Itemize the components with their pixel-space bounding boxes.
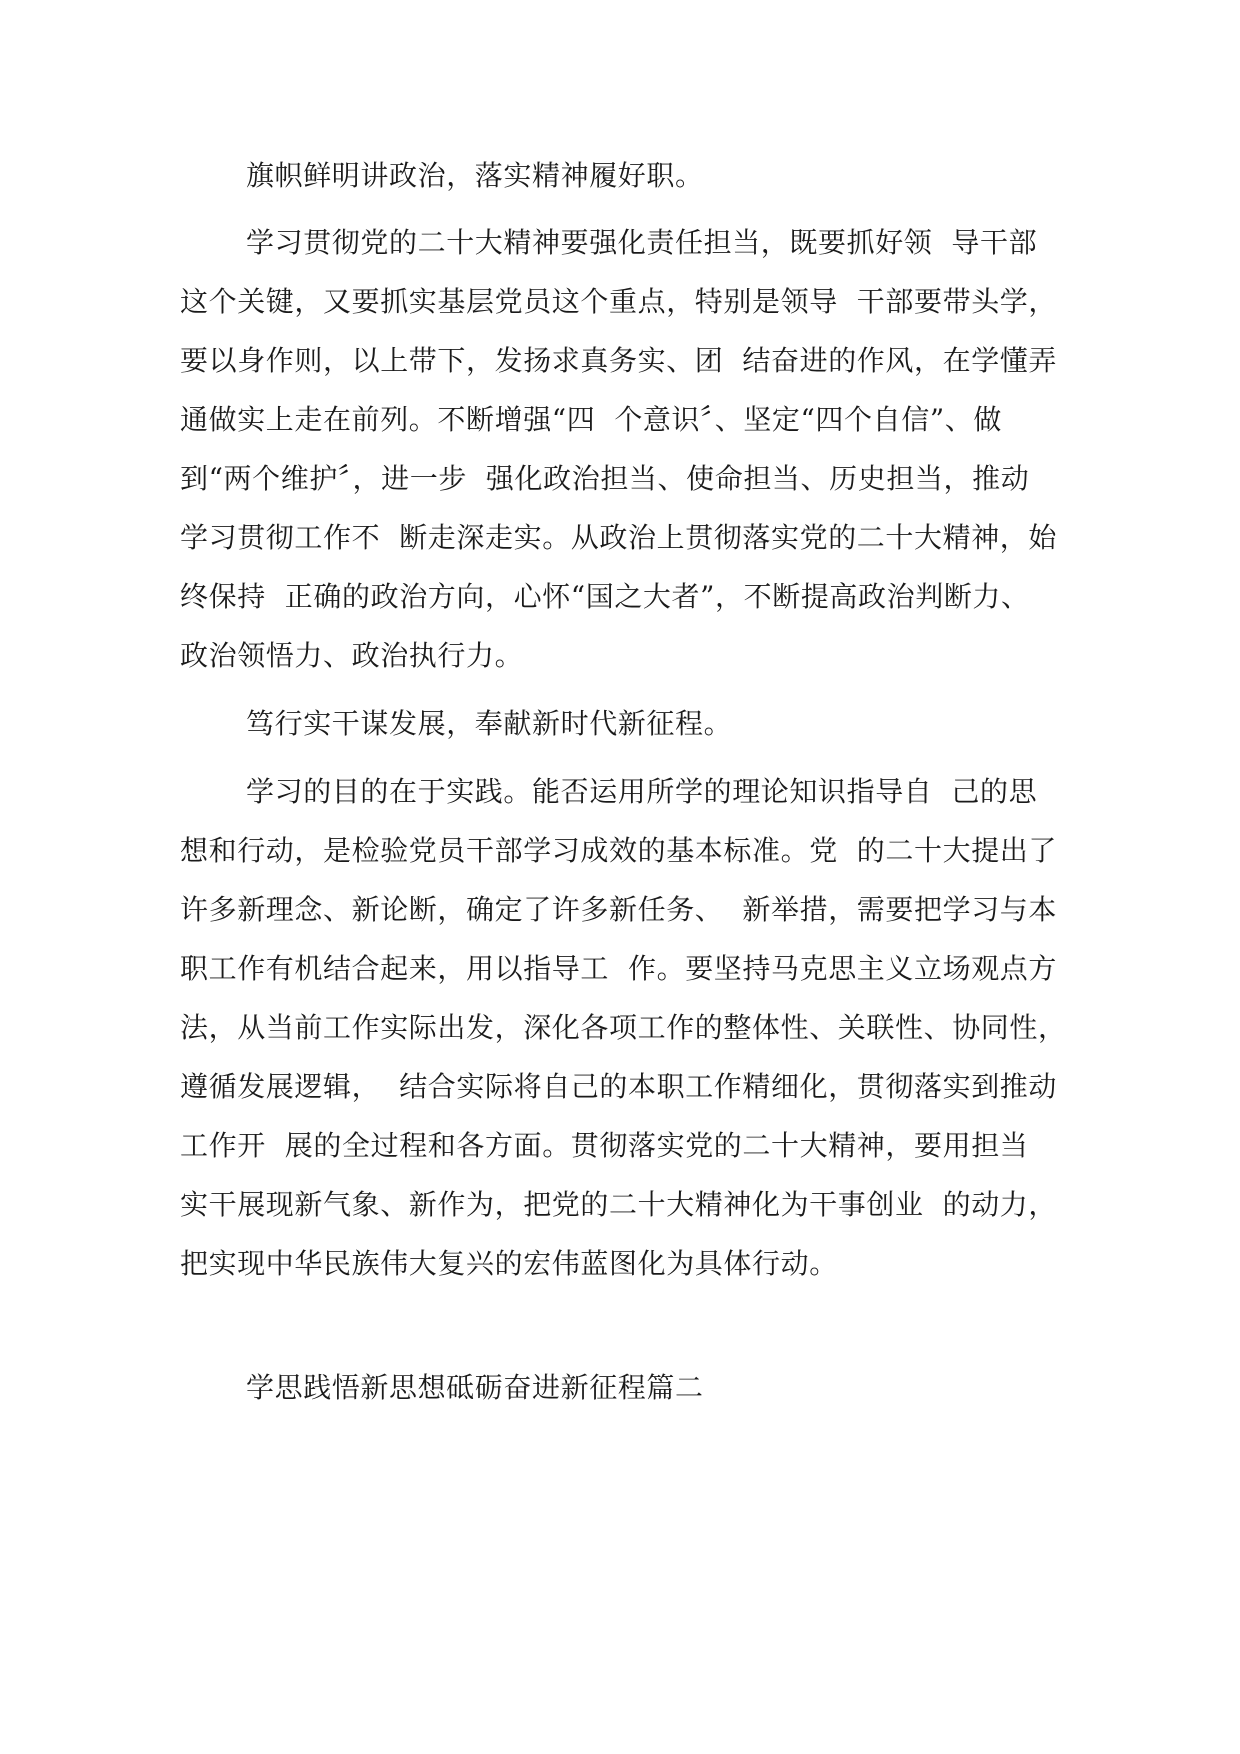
heading-practice: 笃行实干谋发展，奉献新时代新征程。 <box>246 707 733 740</box>
paragraph-line: 许多新理念、新论断，确定了许多新任务、 新举措，需要把学习与本 <box>180 893 1058 926</box>
paragraph-line: 把实现中华民族伟大复兴的宏伟蓝图化为具体行动。 <box>180 1247 838 1280</box>
section-title: 学思践悟新思想砥砺奋进新征程篇二 <box>246 1371 704 1404</box>
paragraph-line: 法，从当前工作实际出发，深化各项工作的整体性、关联性、协同性， <box>180 1011 1067 1044</box>
paragraph-line: 学习贯彻党的二十大精神要强化责任担当，既要抓好领 导干部 <box>246 226 1038 259</box>
paragraph-line: 政治领悟力、政治执行力。 <box>180 639 524 672</box>
paragraph-line: 终保持 正确的政治方向，心怀“国之大者”，不断提高政治判断力、 <box>180 580 1030 613</box>
paragraph-line: 实干展现新气象、新作为，把党的二十大精神化为干事创业 的动力， <box>180 1188 1058 1221</box>
paragraph-line: 职工作有机结合起来，用以指导工 作。要坚持马克思主义立场观点方 <box>180 952 1058 985</box>
paragraph-line: 到“两个维护〞，进一步 强化政治担当、使命担当、历史担当，推动 <box>180 462 1030 495</box>
paragraph-line: 工作开 展的全过程和各方面。贯彻落实党的二十大精神，要用担当 <box>180 1129 1029 1162</box>
paragraph-line: 这个关键，又要抓实基层党员这个重点，特别是领导 干部要带头学， <box>180 285 1058 318</box>
paragraph-line: 通做实上走在前列。不断增强“四 个意识〞、坚定“四个自信”、做 <box>180 403 1002 436</box>
paragraph-line: 学习贯彻工作不 断走深走实。从政治上贯彻落实党的二十大精神，始 <box>180 521 1058 554</box>
paragraph-line: 要以身作则，以上带下，发扬求真务实、团 结奋进的作风，在学懂弄 <box>180 344 1058 377</box>
paragraph-line: 想和行动，是检验党员干部学习成效的基本标准。党 的二十大提出了 <box>180 834 1058 867</box>
heading-political: 旗帜鲜明讲政治，落实精神履好职。 <box>246 159 704 192</box>
paragraph-line: 学习的目的在于实践。能否运用所学的理论知识指导自 己的思 <box>246 775 1038 808</box>
paragraph-line: 遵循发展逻辑， 结合实际将自己的本职工作精细化，贯彻落实到推动 <box>180 1070 1058 1103</box>
